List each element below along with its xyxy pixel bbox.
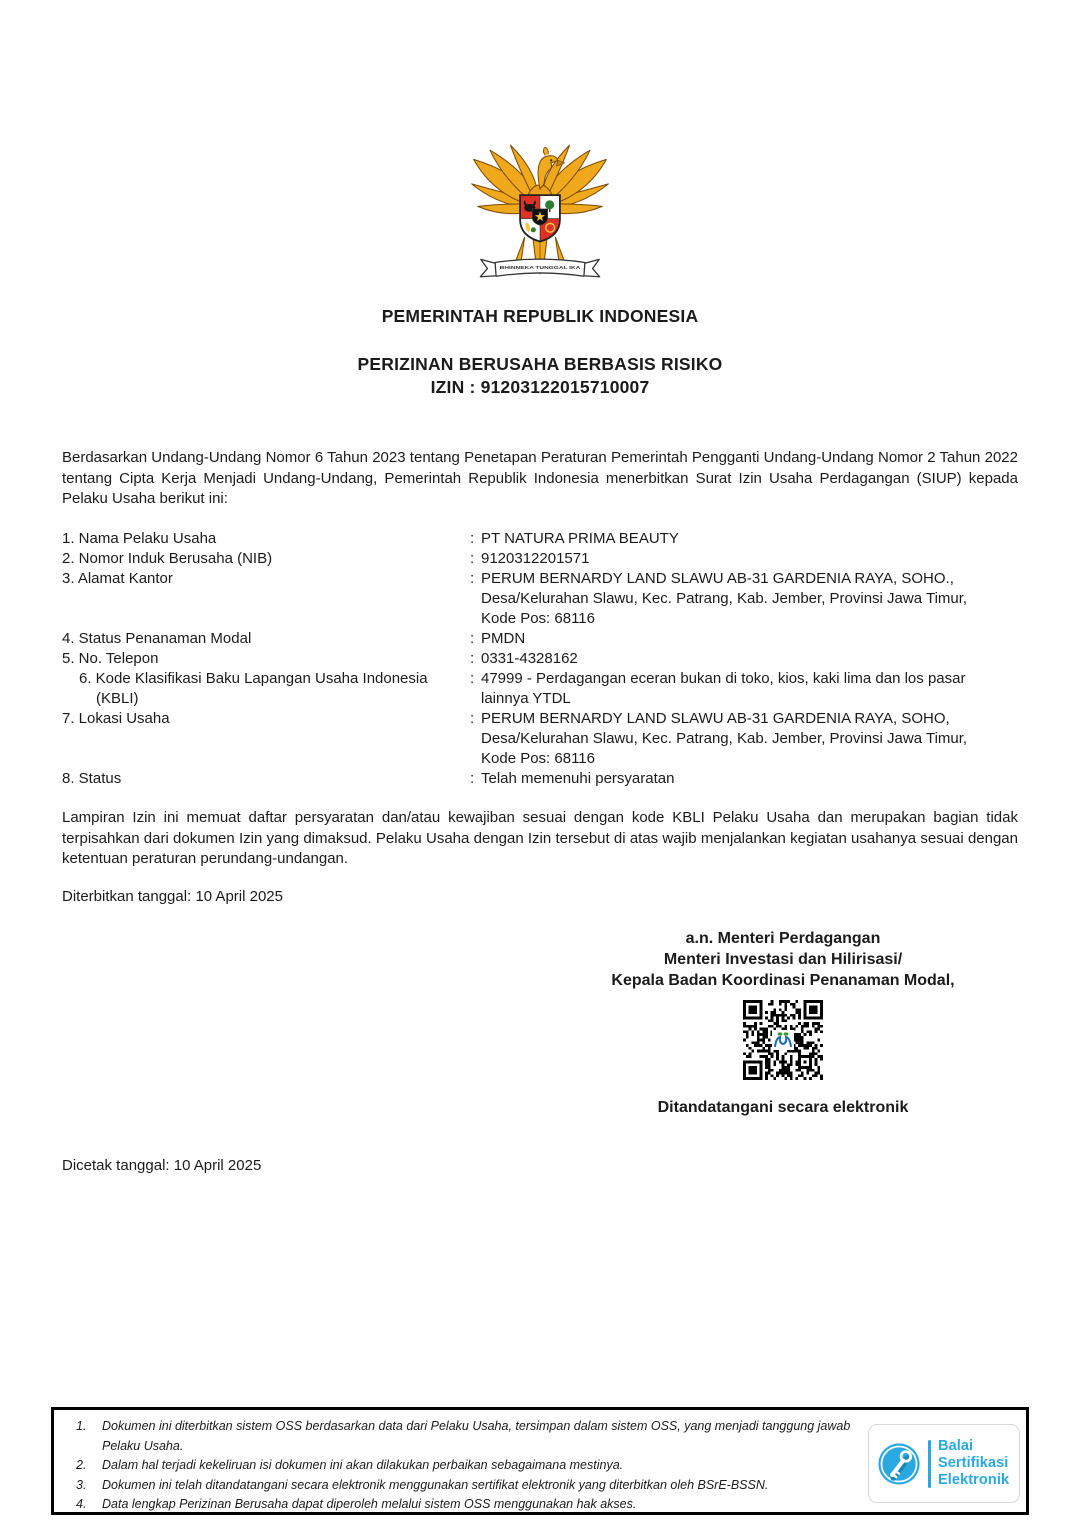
footer-note: 1. Dokumen ini diterbitkan sistem OSS berdasarkan data dari Pelaku Usaha, tersimpan dalam sistem OSS, yang menjadi tanggung jawab Pelaku Usaha. (76, 1419, 851, 1453)
footer-note: 3. Dokumen ini telah ditandatangani secara elektronik menggunakan sertifikat elektronik yang diterbitkan oleh BSrE-BSSN. (76, 1477, 769, 1492)
detail-value: PT NATURA PRIMA BEAUTY (481, 530, 679, 547)
detail-separator: : (470, 770, 475, 787)
footer-note: 4. Data lengkap Perizinan Berusaha dapat diperoleh melalui sistem OSS menggunakan hak akses. (76, 1497, 637, 1511)
detail-value: 0331-4328162 (481, 650, 578, 667)
detail-separator: : (470, 650, 475, 667)
license-details-list (62, 529, 1018, 789)
signature-head-of-agency: Kepala Badan Koordinasi Penanaman Modal, (611, 972, 955, 989)
detail-label: 2. Nomor Induk Berusaha (NIB) (62, 550, 273, 567)
detail-row-status-penanaman-modal (62, 629, 1018, 649)
detail-row-nama-pelaku-usaha (62, 529, 1018, 549)
detail-value: PERUM BERNARDY LAND SLAWU AB-31 GARDENIA RAYA, SOHO, Desa/Kelurahan Slawu, Kec. Patrang, Kab. Jember, Provinsi Jawa Timur, Kode Pos: 68116 (481, 710, 968, 767)
closing-paragraph: Lampiran Izin ini memuat daftar persyaratan dan/atau kewajiban sesuai dengan kode KBLI Pelaku Usaha dan merupakan bagian tidak terpisahkan dari dokumen Izin yang dimaksud. Pelaku Usaha dengan Izin tersebut di atas wajib menjalankan kegiatan usahanya sesuai dengan ketentuan peraturan perundang-undangan. (62, 809, 1018, 867)
electronically-signed-note: Ditandatangani secara elektronik (657, 1099, 909, 1116)
detail-label: 7. Lokasi Usaha (62, 710, 170, 727)
garuda-emblem-graphic (462, 140, 618, 288)
logo-divider (928, 1440, 931, 1488)
emblem-motto: BHINNEKA TUNGGAL IKA (499, 265, 582, 271)
detail-row-lokasi-usaha (62, 709, 1018, 769)
detail-row-status (62, 769, 1018, 789)
detail-label: 5. No. Telepon (62, 650, 159, 667)
detail-value: 9120312201571 (481, 550, 590, 567)
cert-logo-text: Balai Sertifikasi Elektronik (938, 1438, 1010, 1488)
detail-label: 8. Status (62, 770, 122, 787)
detail-row-telepon (62, 649, 1018, 669)
intro-paragraph: Berdasarkan Undang-Undang Nomor 6 Tahun 2023 tentang Penetapan Peraturan Pemerintah Pengganti Undang-Undang Nomor 2 Tahun 2022 tentang Cipta Kerja Menjadi Undang-Undang, Pemerintah Republik Indonesia menerbitkan Surat Izin Usaha Perdagangan (SIUP) kepada Pelaku Usaha berikut ini: (62, 449, 1018, 507)
document-title-block (0, 353, 1080, 399)
detail-separator: : (470, 710, 475, 727)
detail-row-kbli (62, 669, 1018, 709)
signature-minister: Menteri Investasi dan Hilirisasi/ (663, 951, 903, 968)
detail-value: 47999 - Perdagangan eceran bukan di toko, kios, kaki lima dan los pasar lainnya YTDL (481, 670, 966, 707)
signature-block (544, 928, 1022, 1118)
footer-note: 2. Dalam hal terjadi kekeliruan isi dokumen ini akan dilakukan perbaikan sebagaimana mestinya. (76, 1458, 624, 1472)
detail-label: 4. Status Penanaman Modal (62, 630, 252, 647)
qr-code (743, 1000, 823, 1080)
detail-separator: : (470, 530, 475, 547)
detail-label: 1. Nama Pelaku Usaha (62, 530, 217, 547)
signature-on-behalf: a.n. Menteri Perdagangan (685, 930, 881, 947)
government-title: PEMERINTAH REPUBLIK INDONESIA (381, 306, 699, 326)
detail-separator: : (470, 570, 475, 587)
detail-row-nib (62, 549, 1018, 569)
key-icon (877, 1442, 921, 1486)
detail-value: PMDN (481, 630, 526, 647)
footer-disclaimer-box (51, 1407, 1029, 1515)
footer-notes (54, 1417, 856, 1515)
qr-center-logo (772, 1030, 794, 1050)
issued-date-line: Diterbitkan tanggal: 10 April 2025 (62, 888, 283, 905)
license-number: IZIN : 91203122015710007 (430, 377, 650, 397)
detail-value: PERUM BERNARDY LAND SLAWU AB-31 GARDENIA RAYA, SOHO., Desa/Kelurahan Slawu, Kec. Patrang, Kab. Jember, Provinsi Jawa Timur, Kode Pos: 68116 (481, 570, 968, 627)
detail-label: 3. Alamat Kantor (62, 570, 173, 587)
detail-separator: : (470, 670, 475, 687)
detail-label: 6. Kode Klasifikasi Baku Lapangan Usaha Indonesia (KBLI) (79, 670, 428, 707)
garuda-pancasila-emblem (462, 140, 618, 288)
document-title: PERIZINAN BERUSAHA BERBASIS RISIKO (357, 354, 723, 374)
detail-separator: : (470, 630, 475, 647)
oss-bkpm-logo-icon (772, 1030, 794, 1050)
printed-date-line: Dicetak tanggal: 10 April 2025 (62, 1157, 262, 1174)
detail-separator: : (470, 550, 475, 567)
balai-sertifikasi-elektronik-logo (868, 1424, 1020, 1503)
detail-row-alamat-kantor (62, 569, 1018, 629)
detail-value: Telah memenuhi persyaratan (481, 770, 675, 787)
